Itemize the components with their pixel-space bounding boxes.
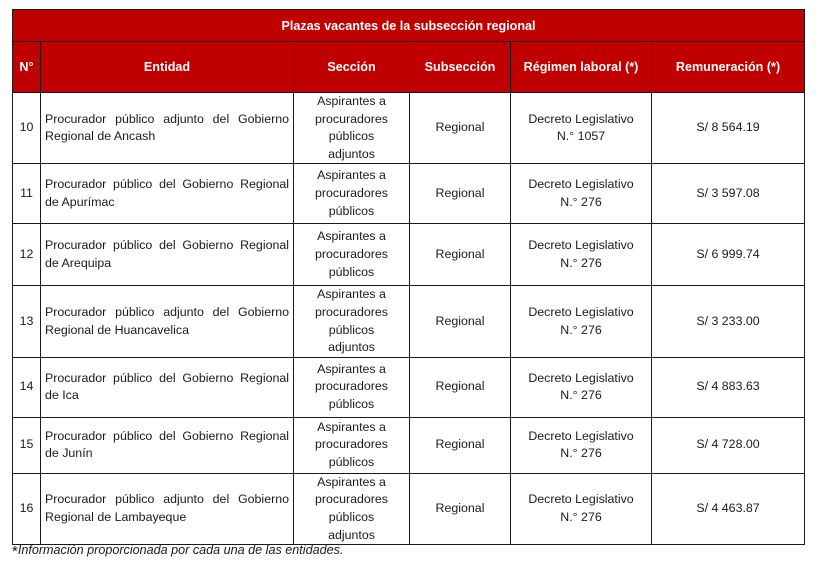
cell-regimen [511,224,652,286]
regimen-line-2: N.° 1057 [556,129,606,144]
cell-regimen [511,93,652,164]
cell-entidad: Procurador público del Gobierno Regional de Ica [41,357,294,417]
cell-regimen [511,417,652,473]
cell-number: 14 [13,357,41,417]
cell-subseccion: Regional [410,417,511,473]
cell-entidad: Procurador público adjunto del Gobierno Regional de Huancavelica [41,286,294,357]
vacancies-table [12,9,805,545]
cell-seccion: Aspirantes a procuradores públicos adjuntos [294,93,410,164]
table-row [13,473,805,544]
cell-subseccion: Regional [410,164,511,224]
cell-remuneracion: S/ 8 564.19 [652,93,805,164]
table-title-row [13,10,805,42]
cell-subseccion: Regional [410,224,511,286]
cell-remuneracion: S/ 4 883.63 [652,357,805,417]
regimen-line-1: Decreto Legislativo [528,428,634,443]
table-row [13,164,805,224]
cell-entidad: Procurador público del Gobierno Regional de Apurímac [41,164,294,224]
cell-seccion: Aspirantes a procuradores públicos [294,224,410,286]
cell-subseccion: Regional [410,93,511,164]
table-row [13,357,805,417]
regimen-line-2: N.° 276 [560,255,602,270]
table-title: Plazas vacantes de la subsección regional [13,10,805,42]
column-header-seccion: Sección [294,42,410,93]
column-header-entidad: Entidad [41,42,294,93]
regimen-line-2: N.° 276 [560,446,602,461]
table-row [13,224,805,286]
cell-regimen [511,473,652,544]
footnote-text: Información proporcionada por cada una de las entidades. [17,543,344,557]
cell-number: 12 [13,224,41,286]
table-row [13,93,805,164]
cell-number: 16 [13,473,41,544]
regimen-line-2: N.° 276 [560,322,602,337]
cell-seccion: Aspirantes a procuradores públicos adjuntos [294,286,410,357]
regimen-line-2: N.° 276 [560,509,602,524]
cell-number: 15 [13,417,41,473]
cell-remuneracion: S/ 6 999.74 [652,224,805,286]
column-header-number: N° [13,42,41,93]
cell-subseccion: Regional [410,473,511,544]
footnote-marker: * [12,543,18,560]
table-row [13,286,805,357]
cell-seccion: Aspirantes a procuradores públicos [294,164,410,224]
cell-number: 10 [13,93,41,164]
column-header-subseccion: Subsección [410,42,511,93]
table-header-row [13,42,805,93]
regimen-line-2: N.° 276 [560,388,602,403]
cell-remuneracion: S/ 3 233.00 [652,286,805,357]
cell-seccion: Aspirantes a procuradores públicos [294,417,410,473]
cell-entidad: Procurador público del Gobierno Regional de Junín [41,417,294,473]
cell-entidad: Procurador público adjunto del Gobierno Regional de Ancash [41,93,294,164]
cell-entidad: Procurador público del Gobierno Regional de Arequipa [41,224,294,286]
column-header-remuneracion: Remuneración (*) [652,42,805,93]
regimen-line-1: Decreto Legislativo [528,111,634,126]
regimen-line-1: Decreto Legislativo [528,370,634,385]
cell-regimen [511,357,652,417]
cell-remuneracion: S/ 4 463.87 [652,473,805,544]
regimen-line-1: Decreto Legislativo [528,304,634,319]
cell-number: 11 [13,164,41,224]
cell-regimen [511,164,652,224]
cell-number: 13 [13,286,41,357]
column-header-regimen: Régimen laboral (*) [511,42,652,93]
cell-entidad: Procurador público adjunto del Gobierno Regional de Lambayeque [41,473,294,544]
regimen-line-1: Decreto Legislativo [528,177,634,192]
table-row [13,417,805,473]
cell-remuneracion: S/ 4 728.00 [652,417,805,473]
cell-subseccion: Regional [410,286,511,357]
regimen-line-1: Decreto Legislativo [528,492,634,507]
regimen-line-2: N.° 276 [560,194,602,209]
cell-seccion: Aspirantes a procuradores públicos adjuntos [294,473,410,544]
cell-regimen [511,286,652,357]
cell-subseccion: Regional [410,357,511,417]
cell-seccion: Aspirantes a procuradores públicos [294,357,410,417]
footnote [12,543,343,560]
cell-remuneracion: S/ 3 597.08 [652,164,805,224]
regimen-line-1: Decreto Legislativo [528,238,634,253]
